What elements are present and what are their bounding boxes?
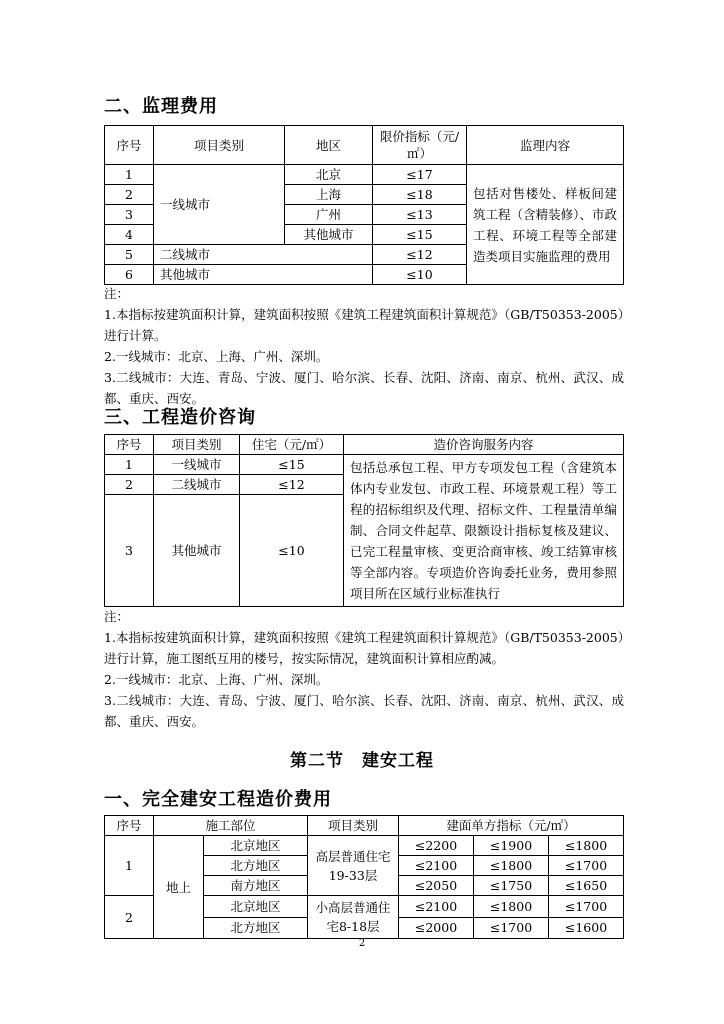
row-value: ≤1800 xyxy=(474,856,549,876)
row-limit: ≤15 xyxy=(373,225,467,245)
row-limit: ≤17 xyxy=(373,165,467,185)
row-region: 广州 xyxy=(285,205,373,225)
header-no: 序号 xyxy=(105,816,154,836)
section-title-supervision: 二、监理费用 xyxy=(104,96,218,117)
group-no: 2 xyxy=(105,896,154,939)
row-value: ≤1800 xyxy=(474,896,549,918)
header-no: 序号 xyxy=(105,435,154,455)
row-category: 一线城市 xyxy=(154,455,240,475)
row-no: 2 xyxy=(105,185,154,205)
row-area: 北京地区 xyxy=(204,836,308,856)
section-title-cost-consulting: 三、工程造价咨询 xyxy=(104,407,256,428)
row-no: 2 xyxy=(105,475,154,495)
note-line: 1.本指标按建筑面积计算，建筑面积按照《建筑工程建筑面积计算规范》（GB/T50353-2005）进行计算。 xyxy=(104,307,624,343)
row-value: ≤2100 xyxy=(399,856,474,876)
row-limit: ≤10 xyxy=(373,265,467,285)
supervision-fee-table xyxy=(104,125,624,285)
row-no: 1 xyxy=(105,455,154,475)
row-value: ≤2000 xyxy=(399,917,474,939)
row-area: 北方地区 xyxy=(204,856,308,876)
note-line: 2.一线城市：北京、上海、广州、深圳。 xyxy=(104,672,329,687)
page-number: 2 xyxy=(358,938,366,949)
supervision-content: 包括对售楼处、样板间建筑工程（含精装修）、市政工程、环境工程等全部建造类项目实施监理的费用 xyxy=(467,165,624,285)
row-limit: ≤15 xyxy=(240,455,344,475)
row-value: ≤1600 xyxy=(549,917,624,939)
note-line: 注： xyxy=(104,609,130,624)
row-value: ≤1700 xyxy=(549,856,624,876)
row-area: 北方地区 xyxy=(204,917,308,939)
category-tier1: 一线城市 xyxy=(154,165,285,245)
chapter-title: 第二节 建安工程 xyxy=(290,751,434,771)
row-value: ≤1750 xyxy=(474,876,549,896)
row-value: ≤1800 xyxy=(549,836,624,856)
row-value: ≤1650 xyxy=(549,876,624,896)
consulting-notes xyxy=(104,606,624,732)
row-category: 二线城市 xyxy=(154,475,240,495)
header-category: 项目类别 xyxy=(154,126,285,165)
row-no: 3 xyxy=(105,495,154,607)
note-line: 2.一线城市：北京、上海、广州、深圳。 xyxy=(104,349,329,364)
row-limit: ≤12 xyxy=(373,245,467,265)
cost-consulting-table xyxy=(104,434,624,607)
row-no: 6 xyxy=(105,265,154,285)
row-limit: ≤12 xyxy=(240,475,344,495)
row-no: 3 xyxy=(105,205,154,225)
row-region: 北京 xyxy=(285,165,373,185)
row-value: ≤1900 xyxy=(474,836,549,856)
position-above-ground: 地上 xyxy=(154,836,204,939)
note-line: 3.二线城市：大连、青岛、宁波、厦门、哈尔滨、长春、沈阳、济南、南京、杭州、武汉、成都、重庆、西安。 xyxy=(104,693,624,729)
header-content: 监理内容 xyxy=(467,126,624,165)
row-value: ≤1700 xyxy=(549,896,624,918)
header-category: 项目类别 xyxy=(154,435,240,455)
row-area: 北京地区 xyxy=(204,896,308,918)
group-category: 小高层普通住宅8-18层 xyxy=(308,896,399,939)
row-region: 上海 xyxy=(285,185,373,205)
header-service: 造价咨询服务内容 xyxy=(344,435,624,455)
header-limit: 限价指标（元/㎡） xyxy=(373,126,467,165)
row-value: ≤2050 xyxy=(399,876,474,896)
group-no: 1 xyxy=(105,836,154,896)
header-unit-index: 建面单方指标（元/㎡） xyxy=(399,816,624,836)
row-no: 1 xyxy=(105,165,154,185)
row-limit: ≤10 xyxy=(240,495,344,607)
row-value: ≤1700 xyxy=(474,917,549,939)
row-area: 南方地区 xyxy=(204,876,308,896)
row-region: 其他城市 xyxy=(285,225,373,245)
note-line: 1.本指标按建筑面积计算，建筑面积按照《建筑工程建筑面积计算规范》（GB/T50353-2005）进行计算，施工图纸互用的楼号，按实际情况，建筑面积计算相应酌减。 xyxy=(104,630,624,666)
row-limit: ≤18 xyxy=(373,185,467,205)
row-no: 4 xyxy=(105,225,154,245)
note-line: 注： xyxy=(104,286,130,301)
header-no: 序号 xyxy=(105,126,154,165)
row-no: 5 xyxy=(105,245,154,265)
consulting-content: 包括总承包工程、甲方专项发包工程（含建筑本体内专业发包、市政工程、环境景观工程）等工程的招标组织及代理、招标文件、工程量清单编制、合同文件起草、限额设计指标复核及建议、已完工程量审核、变更洽商审核、竣工结算审核等全部内容。专项造价咨询委托业务，费用参照项目所在区域行业标准执行 xyxy=(344,455,624,607)
row-category: 二线城市 xyxy=(154,245,373,265)
row-limit: ≤13 xyxy=(373,205,467,225)
header-category: 项目类别 xyxy=(308,816,399,836)
row-category: 其他城市 xyxy=(154,265,373,285)
header-position: 施工部位 xyxy=(154,816,308,836)
construction-cost-table xyxy=(104,815,624,939)
group-category: 高层普通住宅19-33层 xyxy=(308,836,399,896)
row-value: ≤2200 xyxy=(399,836,474,856)
section-title-construction-cost: 一、完全建安工程造价费用 xyxy=(104,789,332,810)
header-residential: 住宅（元/㎡） xyxy=(240,435,344,455)
header-region: 地区 xyxy=(285,126,373,165)
row-category: 其他城市 xyxy=(154,495,240,607)
supervision-notes xyxy=(104,283,624,409)
note-line: 3.二线城市：大连、青岛、宁波、厦门、哈尔滨、长春、沈阳、济南、南京、杭州、武汉、成都、重庆、西安。 xyxy=(104,370,624,406)
row-value: ≤2100 xyxy=(399,896,474,918)
